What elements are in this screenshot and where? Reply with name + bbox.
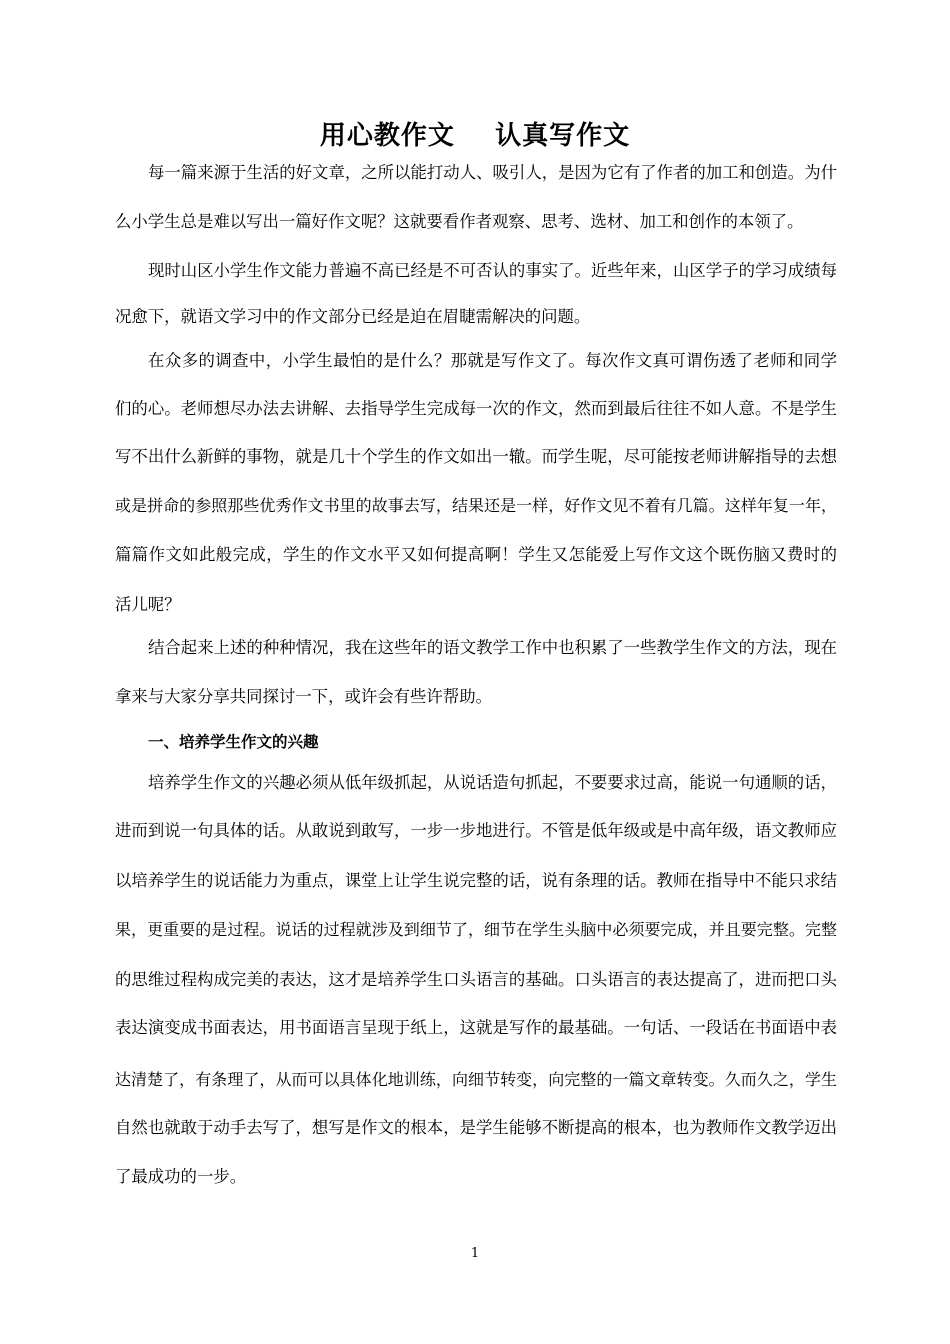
section-paragraph-line-4: 果，更重要的是过程。说话的过程就涉及到细节了，细节在学生头脑中必须要完成，并且要完整。完整 xyxy=(115,920,837,939)
paragraph-3-line-6: 活儿呢？ xyxy=(115,595,181,614)
page-number: 1 xyxy=(470,1246,480,1261)
paragraph-4-line-1: 结合起来上述的种种情况，我在这些年的语文教学工作中也积累了一些教学生作文的方法，现在 xyxy=(148,638,837,657)
section-paragraph-line-1: 培养学生作文的兴趣必须从低年级抓起，从说话造句抓起，不要要求过高，能说一句通顺的话， xyxy=(148,773,837,792)
paragraph-2-line-2: 况愈下，就语文学习中的作文部分已经是迫在眉睫需解决的问题。 xyxy=(115,307,591,326)
section-paragraph-line-9: 了最成功的一步。 xyxy=(115,1167,247,1186)
paragraph-4-line-2: 拿来与大家分享共同探讨一下，或许会有些许帮助。 xyxy=(115,687,492,706)
paragraph-3-line-5: 篇篇作文如此般完成，学生的作文水平又如何提高啊！学生又怎能爱上写作文这个既伤脑又费时的 xyxy=(115,545,837,564)
document-title: 用心教作文 认真写作文 xyxy=(319,121,631,151)
section-paragraph-line-2: 进而到说一句具体的话。从敢说到敢写，一步一步地进行。不管是低年级或是中高年级，语文教师应 xyxy=(115,821,837,840)
paragraph-2-line-1: 现时山区小学生作文能力普遍不高已经是不可否认的事实了。近些年来，山区学子的学习成绩每 xyxy=(148,261,837,280)
paragraph-3-line-2: 们的心。老师想尽办法去讲解、去指导学生完成每一次的作文，然而到最后往往不如人意。不是学生 xyxy=(115,399,837,418)
paragraph-3-line-4: 或是拼命的参照那些优秀作文书里的故事去写，结果还是一样，好作文见不着有几篇。这样年复一年， xyxy=(115,496,837,515)
section-paragraph-line-6: 表达演变成书面表达，用书面语言呈现于纸上，这就是写作的最基础。一句话、一段话在书面语中表 xyxy=(115,1018,837,1037)
paragraph-3-line-1: 在众多的调查中，小学生最怕的是什么？那就是写作文了。每次作文真可谓伤透了老师和同学 xyxy=(148,351,837,370)
paragraph-3-line-3: 写不出什么新鲜的事物，就是几十个学生的作文如出一辙。而学生呢，尽可能按老师讲解指导的去想 xyxy=(115,447,837,466)
section-paragraph-line-3: 以培养学生的说话能力为重点，课堂上让学生说完整的话，说有条理的话。教师在指导中不能只求结 xyxy=(115,871,837,890)
paragraph-1-line-1: 每一篇来源于生活的好文章，之所以能打动人、吸引人，是因为它有了作者的加工和创造。为什 xyxy=(148,163,837,182)
section-paragraph-line-8: 自然也就敢于动手去写了，想写是作文的根本，是学生能够不断提高的根本，也为教师作文教学迈出 xyxy=(115,1118,837,1137)
paragraph-1-line-2: 么小学生总是难以写出一篇好作文呢？这就要看作者观察、思考、选材、加工和创作的本领了。 xyxy=(115,212,804,231)
section-paragraph-line-5: 的思维过程构成完美的表达，这才是培养学生口头语言的基础。口头语言的表达提高了，进而把口头 xyxy=(115,970,837,989)
section-paragraph-line-7: 达清楚了，有条理了，从而可以具体化地训练，向细节转变，向完整的一篇文章转变。久而久之，学生 xyxy=(115,1070,837,1089)
section-heading: 一、培养学生作文的兴趣 xyxy=(148,733,319,751)
